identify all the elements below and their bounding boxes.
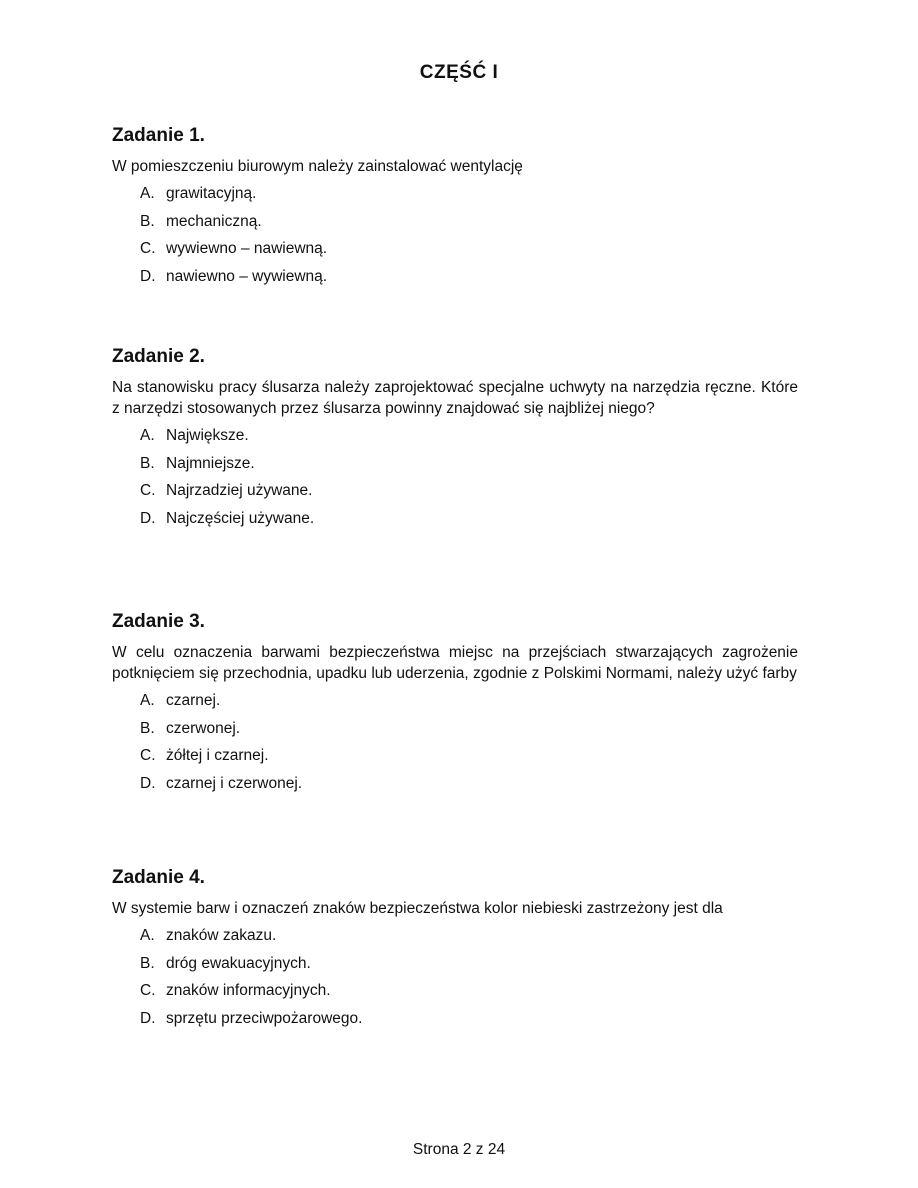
option-letter: C. <box>140 982 156 999</box>
option-text: znaków informacyjnych. <box>166 982 331 999</box>
option-letter: D. <box>140 1009 156 1027</box>
answer-options <box>112 427 798 528</box>
task-question: W systemie barw i oznaczeń znaków bezpieczeństwa kolor niebieski zastrzeżony jest dla <box>112 900 723 917</box>
answer-options <box>112 185 798 286</box>
option-text: znaków zakazu. <box>166 927 277 944</box>
answer-option-d <box>140 510 798 528</box>
task-title: Zadanie 1. <box>112 125 205 146</box>
option-letter: A. <box>140 185 155 202</box>
answer-option-c <box>140 240 798 258</box>
option-letter: D. <box>140 509 156 527</box>
answer-option-a <box>140 927 798 945</box>
option-letter: B. <box>140 212 155 230</box>
task-3 <box>112 610 798 802</box>
answer-option-d <box>140 775 798 793</box>
option-letter: A. <box>140 692 155 709</box>
option-text: Najmniejsze. <box>166 454 255 472</box>
page-title: CZĘŚĆ I <box>419 62 499 83</box>
task-question: W celu oznaczenia barwami bezpieczeństwa miejsc na przejściach stwarzających zagrożenie potknięciem się przechodnia, upadku lub uderzenia, zgodnie z Polskimi Normami, należy użyć farby <box>112 644 798 682</box>
option-text: czerwonej. <box>166 719 241 737</box>
task-question: W pomieszczeniu biurowym należy zainstalować wentylację <box>112 158 523 175</box>
answer-option-b <box>140 955 798 973</box>
answer-option-b <box>140 455 798 473</box>
option-letter: A. <box>140 427 155 444</box>
option-text: wywiewno – nawiewną. <box>166 240 328 257</box>
option-text: grawitacyjną. <box>166 185 257 202</box>
option-text: mechaniczną. <box>166 212 262 230</box>
answer-option-a <box>140 185 798 203</box>
answer-options <box>112 927 798 1028</box>
answer-option-c <box>140 747 798 765</box>
task-title: Zadanie 4. <box>112 867 205 888</box>
option-text: Największe. <box>166 427 249 444</box>
option-letter: B. <box>140 454 155 472</box>
page-number: Strona 2 z 24 <box>412 1141 506 1158</box>
option-letter: A. <box>140 927 155 944</box>
option-text: Najczęściej używane. <box>166 509 315 527</box>
option-text: sprzętu przeciwpożarowego. <box>166 1009 363 1027</box>
option-letter: B. <box>140 719 155 737</box>
task-title: Zadanie 2. <box>112 346 205 367</box>
answer-option-d <box>140 1010 798 1028</box>
task-1 <box>112 124 798 295</box>
task-4 <box>112 866 798 1037</box>
answer-option-c <box>140 982 798 1000</box>
option-text: dróg ewakuacyjnych. <box>166 954 311 972</box>
option-text: nawiewno – wywiewną. <box>166 267 328 285</box>
option-letter: C. <box>140 240 156 257</box>
option-letter: C. <box>140 482 156 499</box>
task-question: Na stanowisku pracy ślusarza należy zaprojektować specjalne uchwyty na narzędzia ręczne. Które z narzędzi stosowanych przez ślusarza powinny znajdować się najbliżej niego? <box>112 379 798 417</box>
option-letter: D. <box>140 267 156 285</box>
answer-option-a <box>140 427 798 445</box>
option-text: czarnej. <box>166 692 221 709</box>
answer-option-a <box>140 692 798 710</box>
answer-option-d <box>140 268 798 286</box>
option-letter: D. <box>140 774 156 792</box>
task-2 <box>112 345 798 537</box>
answer-options <box>112 692 798 793</box>
option-text: czarnej i czerwonej. <box>166 774 303 792</box>
option-letter: B. <box>140 954 155 972</box>
option-text: żółtej i czarnej. <box>166 747 269 764</box>
task-title: Zadanie 3. <box>112 611 205 632</box>
answer-option-b <box>140 720 798 738</box>
answer-option-c <box>140 482 798 500</box>
option-text: Najrzadziej używane. <box>166 482 313 499</box>
answer-option-b <box>140 213 798 231</box>
option-letter: C. <box>140 747 156 764</box>
